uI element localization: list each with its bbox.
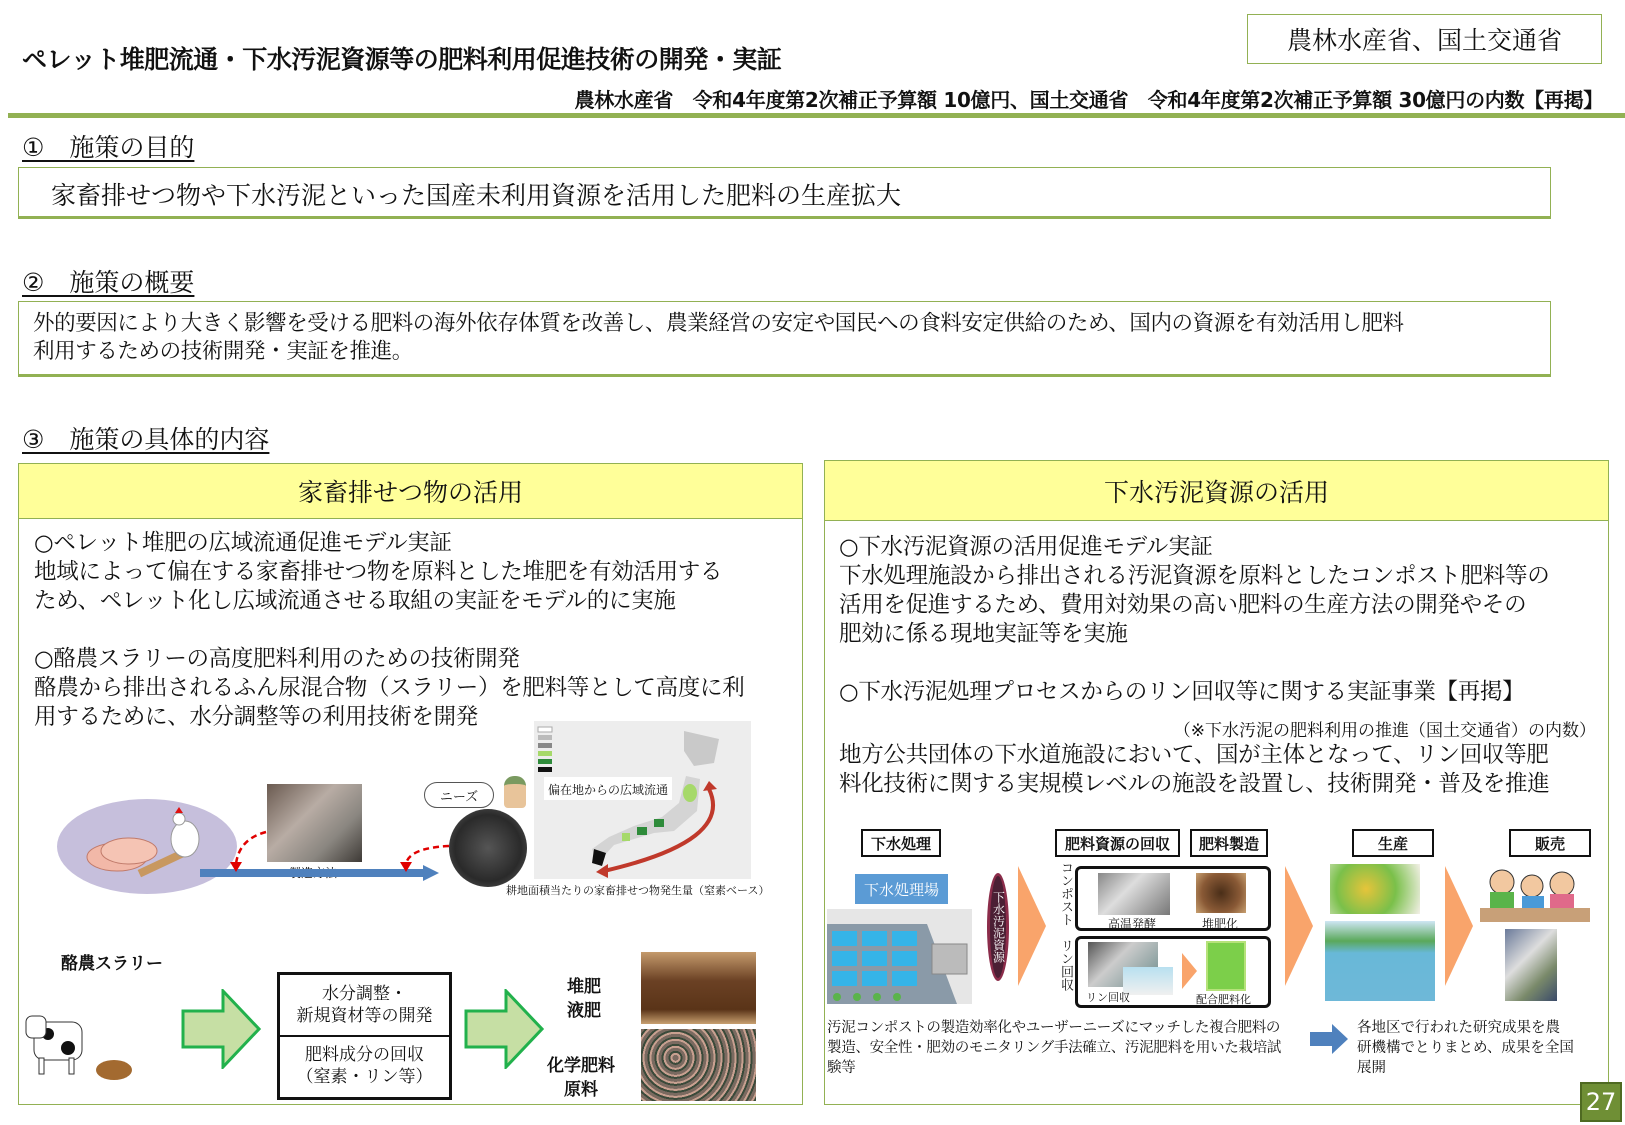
livestock-panel-title: 家畜排せつ物の活用: [297, 478, 523, 507]
research-description: [827, 1018, 1281, 1078]
section1-text: 家畜排せつ物や下水汚泥といった国産未利用資源を活用した肥料の生産拡大: [51, 181, 902, 210]
stage-label: 肥料資源の回収: [1064, 834, 1170, 853]
output1-line: 液肥: [567, 1001, 601, 1021]
section2-line: 利用するための技術開発・実証を推進。: [33, 339, 413, 364]
flow-arrow-icon: [194, 824, 454, 884]
stage-label: 販売: [1534, 834, 1565, 853]
phosphorus-process-box: [1075, 936, 1271, 1008]
livestock-panel: [18, 463, 803, 1105]
sludge-model-line: 下水処理施設から排出される汚泥資源を原料としたコンポスト肥料等の: [839, 563, 1550, 589]
phosphorus-item-title: ○下水汚泥処理プロセスからのリン回収等に関する実証事業【再掲】: [839, 679, 1525, 705]
pellet-item-line: 地域によって偏在する家畜排せつ物を原料とした堆肥を有効活用する: [34, 559, 723, 585]
process-bottom-line: 肥料成分の回収: [305, 1045, 424, 1065]
ministry-label: 農林水産省、国土交通省: [1286, 26, 1562, 55]
high-temp-fermentation-photo: [1098, 873, 1170, 915]
high-temp-label: 高温発酵: [1108, 917, 1157, 931]
orange-chevron-icon: [1445, 866, 1475, 986]
compost-pile-photo: [641, 952, 756, 1024]
research-line: 験等: [827, 1060, 856, 1076]
section1-heading: ① 施策の目的: [22, 133, 195, 162]
output1-line: 堆肥: [567, 977, 601, 997]
sludge-label: 下水汚泥資源: [991, 891, 1006, 963]
ministry-badge: [1247, 14, 1602, 64]
stage-fertilizer-production: [1190, 829, 1268, 857]
needs-thought-bubble: [424, 782, 494, 808]
slurry-label: 酪農スラリー: [61, 954, 163, 974]
rollout-line: 展開: [1357, 1060, 1386, 1076]
blue-arrow-icon: [1310, 1024, 1350, 1054]
treatment-plant-label: [855, 874, 948, 904]
section2-line: 外的要因により大きく影響を受ける肥料の海外依存体質を改善し、農業経営の安定や国民への食料安定供給のため、国内の資源を有効活用し肥料: [33, 311, 1404, 336]
p-recovery-label: リン回収: [1086, 991, 1130, 1004]
section3-heading: ③ 施策の具体的内容: [22, 425, 270, 454]
family-eating-illustration: [1480, 864, 1590, 924]
pellet-item-title: ○ペレット堆肥の広域流通促進モデル実証: [34, 530, 452, 556]
process-top-line: 水分調整・: [322, 984, 407, 1004]
output2-line: 原料: [564, 1080, 598, 1100]
pellet-compost-photo: [449, 809, 527, 887]
stage-sewage-treatment: [861, 829, 941, 857]
slurry-item-title: ○酪農スラリーの高度肥料利用のための技術開発: [34, 646, 520, 672]
orange-chevron-icon: [1182, 953, 1198, 989]
rice-field-illustration: [1325, 921, 1435, 1001]
vegetables-illustration: [1330, 864, 1420, 914]
phosphorus-note: （※下水汚泥の肥料利用の推進（国土交通省）の内数）: [1173, 721, 1596, 741]
page-title: ペレット堆肥流通・下水汚泥資源等の肥料利用促進技術の開発・実証: [22, 45, 782, 74]
research-line: 汚泥コンポストの製造効率化やユーザーニーズにマッチした複合肥料の: [827, 1020, 1281, 1036]
compost-liquid-label: [567, 975, 601, 1023]
compost-process-box: [1075, 866, 1271, 931]
chemical-feedstock-label: [547, 1054, 615, 1102]
section2-box: [18, 301, 1551, 377]
header-divider: [8, 113, 1625, 118]
cow-icon: [24, 1004, 114, 1079]
stage-label: 下水処理: [870, 834, 931, 853]
sewage-panel-header: [825, 461, 1608, 521]
stage-label: 生産: [1377, 834, 1408, 853]
section2-heading: ② 施策の概要: [22, 268, 195, 297]
stage-resource-recovery: [1055, 829, 1180, 857]
blended-label: 配合肥料化: [1196, 993, 1251, 1006]
section1-box: [18, 167, 1551, 219]
process-box: [277, 972, 452, 1100]
composting-label: 堆肥化: [1202, 917, 1239, 931]
livestock-panel-header: [19, 464, 802, 519]
orange-chevron-icon: [1285, 866, 1315, 986]
sewage-panel-title: 下水汚泥資源の活用: [1103, 477, 1329, 507]
slurry-item-line: 用するために、水分調整等の利用技術を開発: [34, 704, 479, 730]
stage-production: [1352, 829, 1434, 857]
phosphorus-powder-photo: [1123, 967, 1173, 995]
chemical-granules-photo: [641, 1029, 756, 1101]
compost-row-label: コンポスト: [1058, 861, 1073, 926]
sludge-model-title: ○下水汚泥資源の活用促進モデル実証: [839, 534, 1213, 560]
pellet-item-line: ため、ペレット化し広域流通させる取組の実証をモデル的に実施: [34, 588, 676, 614]
farmer-icon: [504, 776, 526, 808]
slurry-item-line: 酪農から排出されるふん尿混合物（スラリー）を肥料等として高度に利: [34, 675, 745, 701]
sludge-model-line: 活用を促進するため、費用対効果の高い肥料の生産方法の開発やその: [839, 592, 1527, 618]
map-label-box: [544, 777, 672, 800]
rollout-line: 研機構でとりまとめ、成果を全国: [1357, 1040, 1574, 1056]
research-line: 製造、安全性・肥効のモニタリング手法確立、汚泥肥料を用いた栽培試: [827, 1040, 1282, 1056]
needs-label: ニーズ: [439, 789, 479, 805]
page-number: 27: [1580, 1082, 1622, 1122]
meal-photo: [1505, 929, 1557, 1001]
output2-line: 化学肥料: [547, 1056, 615, 1076]
sludge-model-line: 肥効に係る現地実証等を実施: [839, 621, 1128, 647]
map-label: 偏在地からの広域流通: [548, 783, 669, 797]
budget-line: 農林水産省 令和4年度第2次補正予算額 10億円、国土交通省 令和4年度第2次補正予算額 30億円の内数【再掲】: [574, 88, 1603, 112]
sewage-sludge-resource-badge: [987, 873, 1009, 981]
japan-map: [534, 721, 751, 879]
sewage-panel: [824, 460, 1609, 1105]
phosphorus-item-line: 料化技術に関する実規模レベルの施設を設置し、技術開発・普及を推進: [839, 771, 1550, 797]
orange-chevron-icon: [1018, 866, 1048, 986]
rollout-line: 各地区で行われた研究成果を農: [1357, 1020, 1560, 1036]
nationwide-rollout-description: [1357, 1018, 1574, 1078]
plant-label: 下水処理場: [863, 880, 939, 899]
green-arrow-icon: [181, 989, 261, 1069]
treatment-plant-illustration: [827, 909, 972, 1004]
stage-label: 肥料製造: [1198, 834, 1259, 853]
blended-fertilizer-bag: [1206, 941, 1246, 991]
process-bottom-line: （窒素・リン等）: [296, 1067, 433, 1087]
map-caption: 耕地面積当たりの家畜排せつ物発生量（窒素ベース）: [506, 884, 770, 897]
process-top-line: 新規資材等の開発: [296, 1006, 433, 1026]
phosphorus-row-label: リン回収: [1058, 939, 1073, 991]
japan-map-icon: [534, 721, 751, 879]
composting-photo: [1196, 873, 1246, 913]
phosphorus-item-line: 地方公共団体の下水道施設において、国が主体となって、リン回収等肥: [839, 742, 1549, 768]
stage-sales: [1509, 829, 1591, 857]
green-arrow-icon: [464, 989, 544, 1069]
